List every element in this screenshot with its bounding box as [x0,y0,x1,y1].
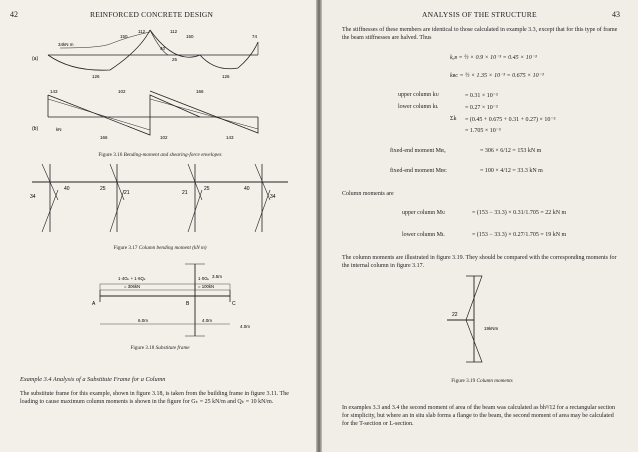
column-moments-heading: Column moments are [342,191,394,197]
page-number-right: 43 [612,10,620,19]
fig316a-v9: 126 [222,74,230,79]
eq-kab: kₐʙ = ½ × 0.9 × 10⁻³ = 0.45 × 10⁻³ [450,55,537,61]
running-head-left: REINFORCED CONCRETE DESIGN [90,10,214,19]
eq-kbc: kʙᴄ = ½ × 1.35 × 10⁻³ = 0.675 × 10⁻³ [450,73,544,79]
figure-3-16b-shear-force-envelope [0,85,316,145]
right-page [322,0,638,452]
fig319-v-top: 22 [452,312,458,318]
fig316a-v1: 150 [120,34,128,39]
fig316a-v0: 34kN m [58,42,74,47]
fig316b-label: (b) [32,126,39,132]
fig317-v0: 34 [30,194,36,200]
fig316b-v1: 102 [118,89,126,94]
fig318-h-bot: 4.0m [240,324,251,329]
fig316b-v5: 102 [160,135,168,140]
fem-ba-value: = 306 × 6/12 = 153 kN m [480,148,542,154]
fig318-node-c: C [232,301,236,307]
mu-value: = (153 − 33.3) × 0.31/1.705 = 22 kN m [472,210,567,216]
fem-ba-label: fixed-end moment Mʙₐ [390,148,446,154]
left-page [0,0,316,452]
fig316a-v8: 126 [92,74,100,79]
fig316b-v2: 166 [196,89,204,94]
moments-paragraph: The column moments are illustrated in figure 3.19. They should be compared with the corresponding moments for the internal column in figure 3.17. [342,255,617,269]
fig319-v-bot: 19kNm [484,326,499,331]
fig318-node-a: A [92,301,96,307]
figure-3-19-column-moments [322,272,638,372]
fig316a-v6: 25 [172,57,178,62]
fig316b-v0: 143 [50,89,58,94]
running-head-right: ANALYSIS OF THE STRUCTURE [422,10,537,19]
figure-3-16a-bending-moment-envelope [0,20,316,80]
fig317-v6: 40 [244,186,250,192]
fig317-v1: 40 [64,186,70,192]
fem-bc-label: fixed-end moment Mʙᴄ [390,168,447,174]
closing-paragraph: In examples 3.3 and 3.4 the second moment of area of the beam was calculated as bh³/12 for a rectangular section for simplicity, but where an in situ slab forms a flange to the beam, the second moment of area may be calculated for the T-section or L-section. [342,405,616,427]
intro-paragraph: The stiffnesses of these members are identical to those calculated in example 3.3, except that for this type of frame the beam stiffnesses are halved. Thus [342,27,618,41]
lower-col-label: lower column kʟ [398,104,439,110]
fig318-caption: Figure 3.18 Substitute frame [130,345,190,351]
fig317-v3: 21 [124,190,130,196]
fig317-v2: 25 [100,186,106,192]
fig317-v4: 21 [182,190,188,196]
fig318-load2: 1·0Gₖ [198,276,210,281]
fig316a-v4: 150 [186,34,194,39]
ml-label: lower column Mʟ [402,232,445,238]
example-heading: Example 3.4 Analysis of a Substitute Frame for a Column [20,376,166,383]
upper-col-label: upper column kᴜ [398,92,439,98]
ml-value: = (153 − 33.3) × 0.27/1.705 = 19 kN m [472,232,567,238]
lower-col-value: = 0.27 × 10⁻³ [465,105,498,111]
fig318-load1: 1·4Gₖ + 1·6Qₖ [118,276,146,281]
fem-bc-value: = 100 × 4/12 = 33.3 kN m [480,168,543,174]
fig318-load2b: = 100kN [198,284,215,289]
fig318-load1b: = 306kN [124,284,141,289]
sum-result: = 1.705 × 10⁻³ [465,128,501,134]
fig316b-v4: 166 [100,135,108,140]
fig316a-v2: 112 [138,29,146,34]
fig318-span2: 4.0m [202,318,213,323]
page-number-left: 42 [10,10,18,19]
fig316b-v6: 143 [226,135,234,140]
upper-col-value: = 0.31 × 10⁻³ [465,93,498,99]
fig316-caption: Figure 3.16 Bending-moment and shearing-force envelopes [98,152,222,158]
fig317-v7: 34 [270,194,276,200]
fig316b-v3: kN [56,127,62,132]
fig318-node-b: B [186,301,190,307]
fig316a-v7: 74 [252,34,258,39]
figure-3-17-column-bending-moment [0,160,316,240]
fig316a-v5: 40 [160,46,166,51]
mu-label: upper column Mᴜ [402,210,446,216]
example-body: The substitute frame for this example, shown in figure 3.18, is taken from the building frame in figure 3.11. The loading to cause maximum column moments is shown in the figure for Gₖ = 25 kN/m and Qₖ = 10 kN/m. [20,391,289,405]
fig316a-label: (a) [32,56,39,62]
fig318-span1: 6.0m [138,318,149,323]
fig317-caption: Figure 3.17 Column bending moment (kN m) [113,245,207,251]
figure-3-18-substitute-frame [0,258,316,338]
sum-value: = (0.45 + 0.675 + 0.31 + 0.27) × 10⁻³ [465,117,556,123]
fig316a-v3: 112 [170,29,178,34]
fig318-h-top: 3.5m [212,274,223,279]
fig319-caption: Figure 3.19 Column moments [451,378,513,384]
fig317-v5: 25 [204,186,210,192]
sum-label: Σk [450,116,457,122]
